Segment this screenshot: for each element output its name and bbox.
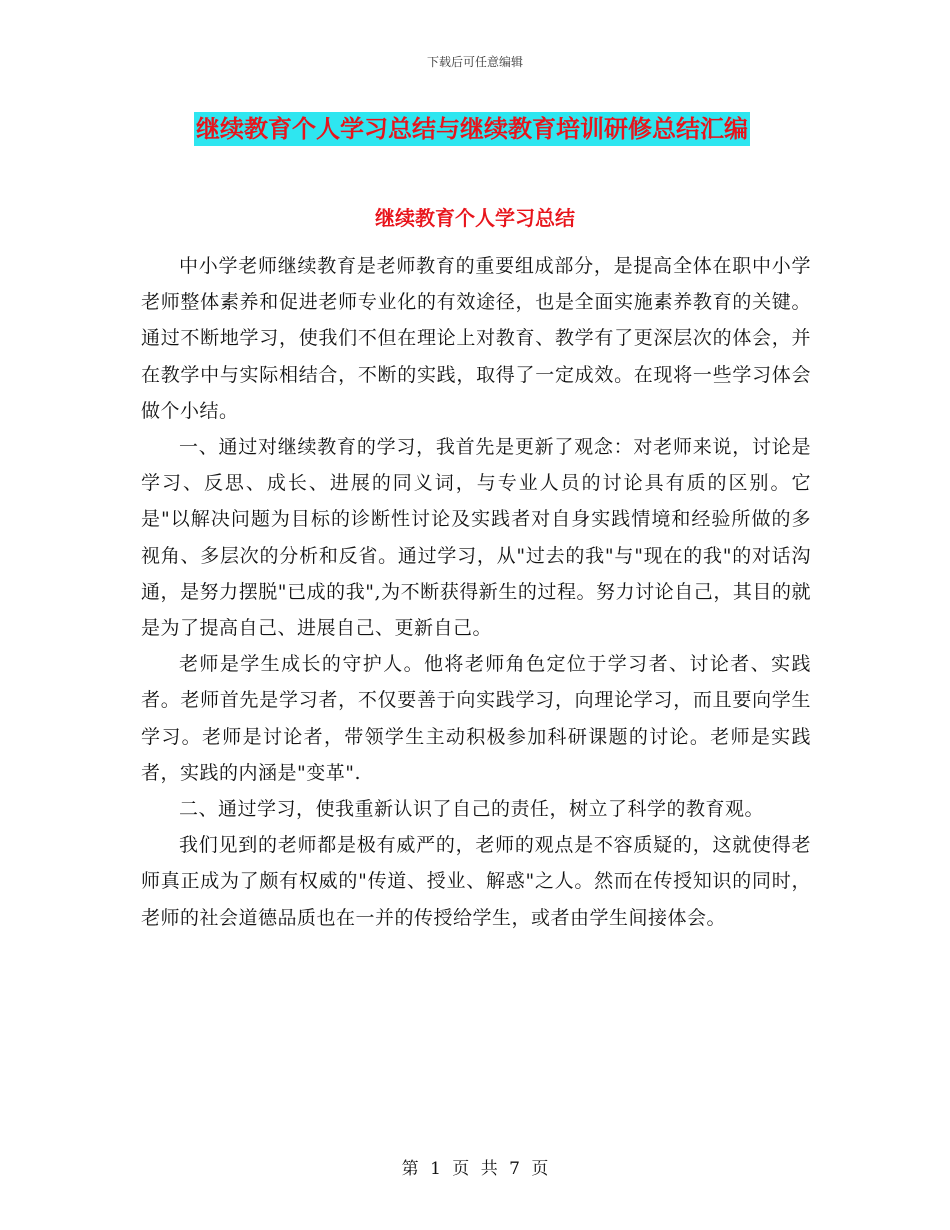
section-title: 继续教育个人学习总结 xyxy=(375,206,575,230)
page-number: 第 1 页 共 7 页 xyxy=(401,1159,549,1179)
paragraph: 二、通过学习，使我重新认识了自己的责任，树立了科学的教育观。 xyxy=(179,798,765,821)
paragraph: 中小学老师继续教育是老师教育的重要组成部分，是提高全体在职中小学老师整体素养和促进老师专业化的有效途径，也是全面实施素养教育的关键。通过不断地学习，使我们不但在理论上对教育、教学有了更深层次的体会，并在教学中与实际相结合，不断的实践，取得了一定成效。在现将一些学习体会做个小结。 xyxy=(141,255,811,422)
paragraph: 我们见到的老师都是极有威严的，老师的观点是不容质疑的，这就使得老师真正成为了颇有权威的"传道、授业、解惑"之人。然而在传授知识的同时，老师的社会道德品质也在一并的传授给学生，或者由学生间接体会。 xyxy=(141,834,811,929)
document-body xyxy=(141,248,811,936)
document-title: 继续教育个人学习总结与继续教育培训研修总结汇编 xyxy=(194,112,750,146)
paragraph: 老师是学生成长的守护人。他将老师角色定位于学习者、讨论者、实践者。老师首先是学习者，不仅要善于向实践学习，向理论学习，而且要向学生学习。老师是讨论者，带领学生主动积极参加科研课题的讨论。老师是实践者，实践的内涵是"变革". xyxy=(141,653,811,784)
paragraph: 一、通过对继续教育的学习，我首先是更新了观念：对老师来说，讨论是学习、反思、成长、进展的同义词，与专业人员的讨论具有质的区别。它是"以解决问题为目标的诊断性讨论及实践者对自身实践情境和经验所做的多视角、多层次的分析和反省。通过学习，从"过去的我"与"现在的我"的对话沟通，是努力摆脱"已成的我",为不断获得新生的过程。努力讨论自己，其目的就是为了提高自己、进展自己、更新自己。 xyxy=(141,436,811,640)
page-header-note: 下载后可任意编辑 xyxy=(426,55,523,69)
